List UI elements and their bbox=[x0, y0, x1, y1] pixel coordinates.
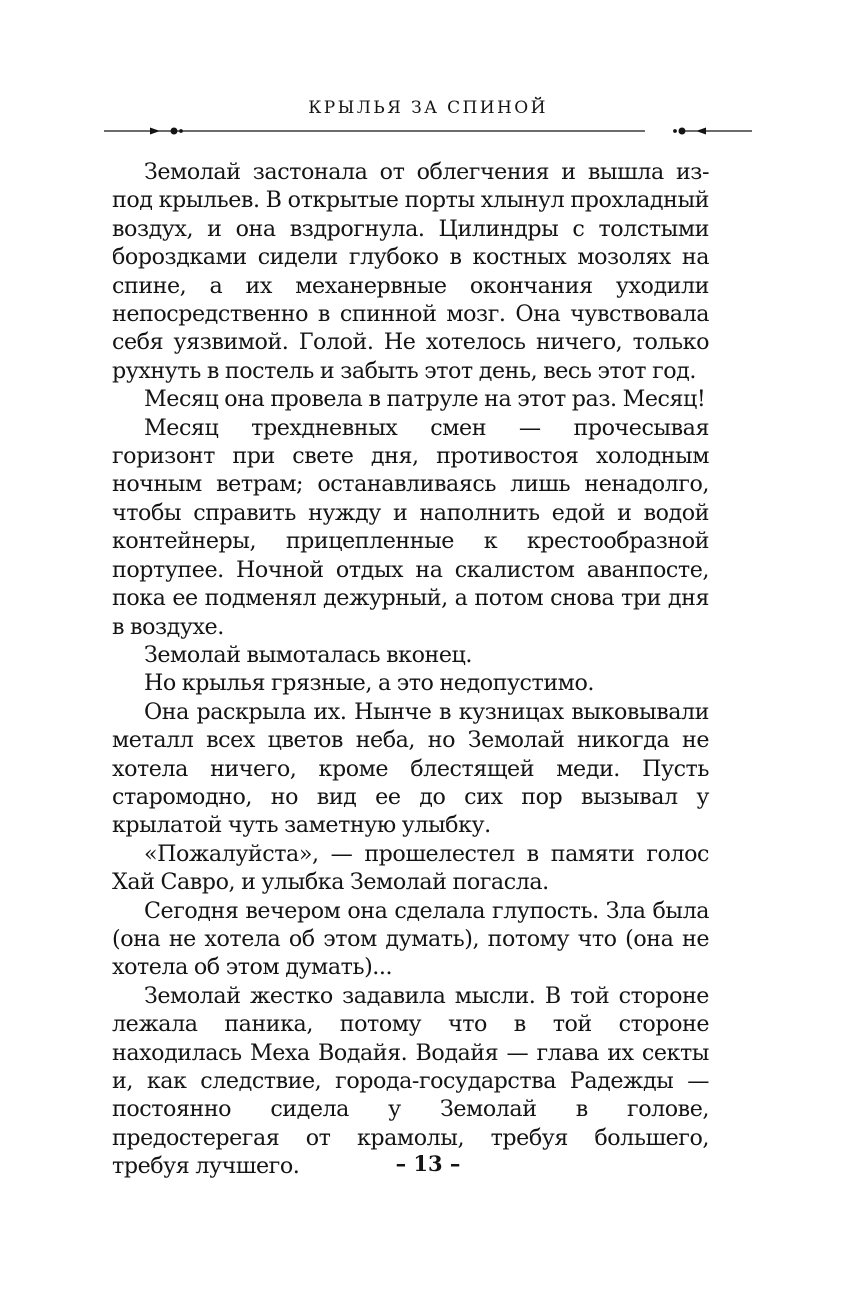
header-ornament-rule bbox=[0, 120, 856, 142]
paragraph: Месяц она провела в патруле на этот раз. Месяц! bbox=[144, 386, 706, 413]
page-number: – 13 – bbox=[395, 1151, 461, 1176]
paragraph: Она раскрыла их. Нынче в кузницах выковывали металл всех цветов неба, но Земолай никогда не хотела ничего, кроме блестящей меди. Пусть старомодно, но вид ее до сих пор вызывал у крылатой чуть заметную улыбку. bbox=[112, 698, 709, 839]
paragraph: Земолай застонала от облегчения и вышла из-под крыльев. В открытые порты хлынул прохладный воздух, и она вздрогнула. Цилиндры с толстыми бороздками сидели глубоко в костных мозолях на спине, а их механервные окончания уходили непосредственно в спинной мозг. Она чувствовала себя уязвимой. Голой. Не хотелось ничего, только рухнуть в постель и забыть этот день, весь этот год. bbox=[112, 159, 709, 384]
body-text bbox=[112, 158, 709, 1181]
paragraph: «Пожалуйста», — прошелестел в памяти голос Хай Савро, и улыбка Земолай погасла. bbox=[112, 840, 709, 896]
paragraph: Месяц трехдневных смен — прочесывая горизонт при свете дня, противостоя холодным ночным ветрам; останавливаясь лишь ненадолго, чтобы справить нужду и наполнить едой и водой контейнеры, прицепленные к крестообразной портупее. Ночной отдых на скалистом аванпосте, пока ее подменял дежурный, а потом снова три дня в воздухе. bbox=[112, 414, 709, 640]
paragraph: Земолай вымоталась вконец. bbox=[144, 641, 472, 668]
paragraph: Сегодня вечером она сделала глупость. Зла была (она не хотела об этом думать), потому что (она не хотела об этом думать)... bbox=[112, 897, 709, 981]
running-head: КРЫЛЬЯ ЗА СПИНОЙ bbox=[308, 98, 548, 118]
paragraph: Но крылья грязные, а это недопустимо. bbox=[144, 670, 595, 697]
paragraph: Земолай жестко задавила мысли. В той стороне лежала паника, потому что в той стороне находилась Меха Водайя. Водайя — глава их секты и, как следствие, города-государства Радежды — постоянно сидела у Земолай в голове, предостерегая от крамолы, требуя большего, требуя лучшего. bbox=[112, 982, 709, 1180]
